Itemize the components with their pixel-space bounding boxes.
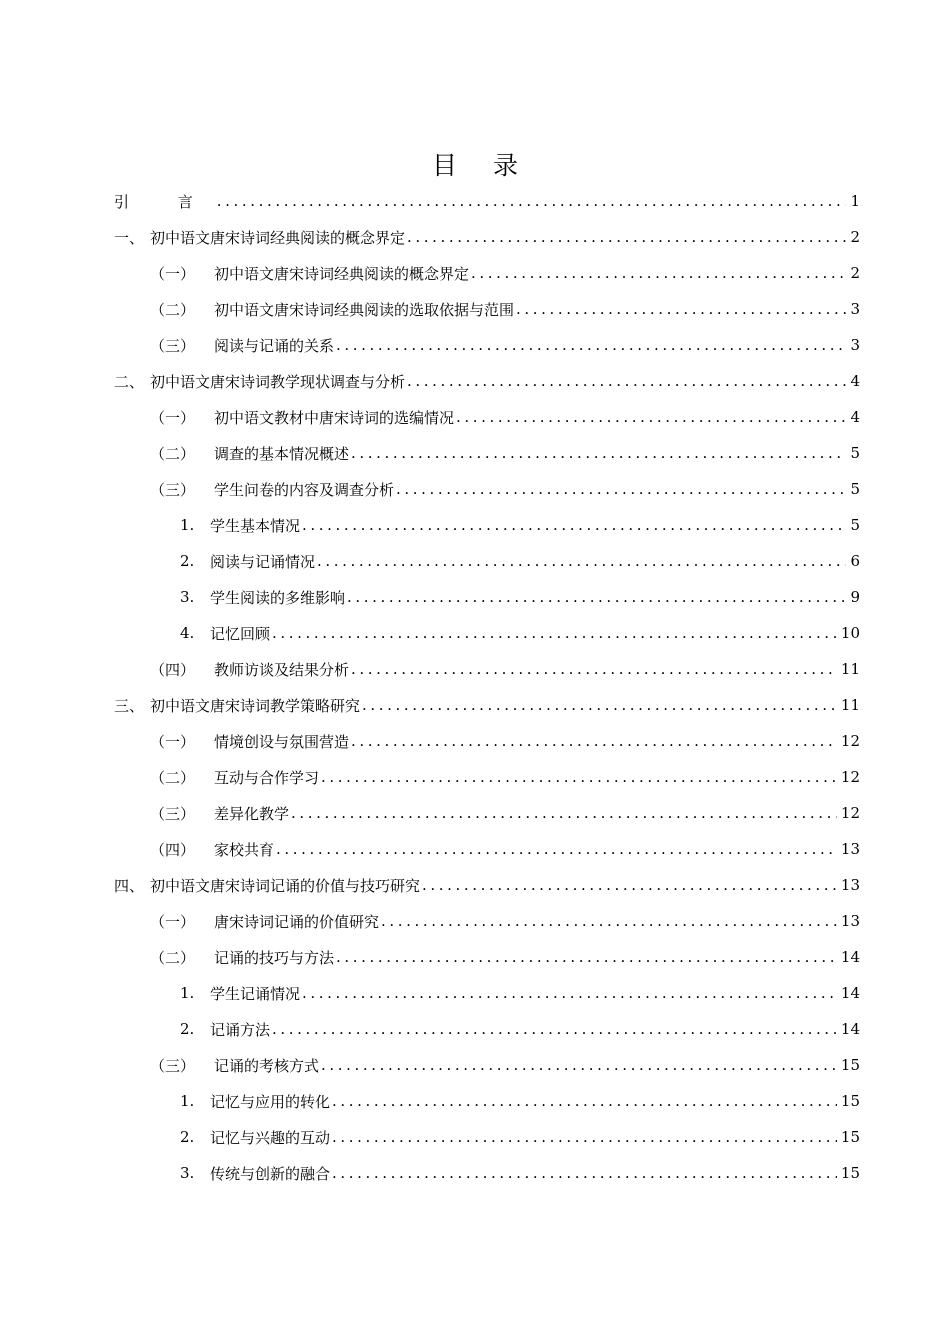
dot-leader — [336, 336, 846, 354]
toc-entry-number: （二） — [150, 444, 196, 463]
dot-leader — [317, 552, 846, 570]
toc-entry-page-number: 14 — [840, 984, 860, 1002]
toc-entry-page-number: 6 — [850, 552, 860, 570]
dot-leader — [347, 588, 846, 606]
dot-leader — [321, 1056, 837, 1074]
toc-entry[interactable] — [114, 939, 860, 975]
toc-entry[interactable] — [114, 255, 860, 291]
toc-entry-page-number: 2 — [850, 264, 860, 282]
toc-entry[interactable] — [114, 507, 860, 543]
dot-leader — [332, 1092, 837, 1110]
toc-entry-number: （四） — [150, 840, 196, 859]
dot-leader — [407, 372, 846, 390]
toc-entry-page-number: 15 — [840, 1056, 860, 1074]
toc-entry-page-number: 12 — [840, 732, 860, 750]
toc-entry-title: 初中语文唐宋诗词教学策略研究 — [150, 696, 361, 715]
toc-entry-title: 传统与创新的融合 — [210, 1164, 331, 1183]
toc-entry-page-number: 11 — [840, 696, 860, 714]
toc-entry-number: （二） — [150, 948, 196, 967]
toc-entry-page-number: 13 — [840, 912, 860, 930]
table-of-contents — [114, 183, 860, 1191]
dot-leader — [351, 444, 846, 462]
dot-leader — [321, 768, 837, 786]
toc-entry-title: 学生问卷的内容及调查分析 — [214, 480, 395, 499]
toc-entry-number: 二、 — [114, 372, 145, 391]
toc-entry-page-number: 14 — [840, 948, 860, 966]
toc-entry[interactable] — [114, 1155, 860, 1191]
dot-leader — [276, 840, 837, 858]
toc-entry[interactable] — [114, 687, 860, 723]
toc-entry[interactable] — [114, 1011, 860, 1047]
toc-entry-number: 四、 — [114, 876, 145, 895]
dot-leader — [291, 804, 837, 822]
dot-leader — [272, 1020, 837, 1038]
toc-entry[interactable] — [114, 903, 860, 939]
toc-entry[interactable] — [114, 651, 860, 687]
toc-entry-title: 阅读与记诵情况 — [210, 552, 316, 571]
toc-entry[interactable] — [114, 831, 860, 867]
toc-entry-title: 初中语文唐宋诗词经典阅读的概念界定 — [214, 264, 470, 283]
toc-entry-number: （二） — [150, 300, 196, 319]
toc-entry-number: 三、 — [114, 696, 145, 715]
toc-entry-number: （四） — [150, 660, 196, 679]
toc-entry-title: 教师访谈及结果分析 — [214, 660, 350, 679]
dot-leader — [362, 696, 837, 714]
toc-entry-title: 记忆与兴趣的互动 — [210, 1128, 331, 1147]
toc-entry-title: 初中语文唐宋诗词教学现状调查与分析 — [150, 372, 406, 391]
toc-entry-page-number: 3 — [850, 300, 860, 318]
toc-entry[interactable] — [114, 327, 860, 363]
toc-entry-page-number: 15 — [840, 1092, 860, 1110]
toc-entry-page-number: 10 — [840, 624, 860, 642]
toc-entry-number: （一） — [150, 264, 196, 283]
toc-entry-title: 互动与合作学习 — [214, 768, 320, 787]
toc-entry-number: （一） — [150, 912, 196, 931]
toc-entry-title: 记忆回顾 — [210, 624, 271, 643]
toc-entry[interactable] — [114, 291, 860, 327]
dot-leader — [471, 264, 846, 282]
toc-entry-page-number: 12 — [840, 804, 860, 822]
toc-entry-page-number: 13 — [840, 876, 860, 894]
toc-entry-number: （三） — [150, 1056, 196, 1075]
toc-entry-title: 记诵方法 — [210, 1020, 271, 1039]
toc-entry-page-number: 2 — [850, 228, 860, 246]
toc-entry-title: 引 言 — [114, 192, 215, 211]
toc-entry-number: （三） — [150, 804, 196, 823]
toc-entry[interactable] — [114, 1047, 860, 1083]
toc-entry-number: 1. — [180, 1092, 195, 1110]
toc-entry-number: 2. — [180, 552, 195, 570]
toc-entry[interactable] — [114, 183, 860, 219]
toc-entry-title: 阅读与记诵的关系 — [214, 336, 335, 355]
toc-entry-title: 记忆与应用的转化 — [210, 1092, 331, 1111]
toc-entry-number: 4. — [180, 624, 195, 642]
toc-entry-number: 3. — [180, 588, 195, 606]
toc-entry-page-number: 14 — [840, 1020, 860, 1038]
toc-entry-title: 初中语文唐宋诗词经典阅读的概念界定 — [150, 228, 406, 247]
toc-entry-number: 2. — [180, 1020, 195, 1038]
dot-leader — [407, 228, 846, 246]
toc-entry[interactable] — [114, 363, 860, 399]
toc-entry[interactable] — [114, 1083, 860, 1119]
toc-entry-title: 唐宋诗词记诵的价值研究 — [214, 912, 380, 931]
toc-entry-number: （一） — [150, 732, 196, 751]
toc-entry-title: 学生基本情况 — [210, 516, 301, 535]
toc-entry-number: （一） — [150, 408, 196, 427]
toc-entry-page-number: 13 — [840, 840, 860, 858]
toc-entry-title: 情境创设与氛围营造 — [214, 732, 350, 751]
toc-entry-title: 记诵的技巧与方法 — [214, 948, 335, 967]
toc-entry-page-number: 11 — [840, 660, 860, 678]
dot-leader — [302, 516, 846, 534]
toc-entry[interactable] — [114, 723, 860, 759]
toc-entry-number: 一、 — [114, 228, 145, 247]
toc-entry-title: 初中语文唐宋诗词经典阅读的选取依据与范围 — [214, 300, 515, 319]
toc-entry-number: 1. — [180, 984, 195, 1002]
toc-entry-page-number: 1 — [850, 192, 860, 210]
toc-entry-page-number: 5 — [850, 444, 860, 462]
dot-leader — [351, 732, 837, 750]
toc-entry-title: 记诵的考核方式 — [214, 1056, 320, 1075]
toc-entry-number: （三） — [150, 480, 196, 499]
dot-leader — [336, 948, 837, 966]
toc-entry-number: （二） — [150, 768, 196, 787]
toc-entry-title: 学生记诵情况 — [210, 984, 301, 1003]
toc-entry[interactable] — [114, 219, 860, 255]
toc-entry[interactable] — [114, 543, 860, 579]
toc-entry-page-number: 4 — [850, 408, 860, 426]
toc-entry[interactable] — [114, 867, 860, 903]
toc-entry-title: 初中语文唐宋诗词记诵的价值与技巧研究 — [150, 876, 421, 895]
dot-leader — [516, 300, 846, 318]
toc-entry-page-number: 15 — [840, 1164, 860, 1182]
dot-leader — [396, 480, 846, 498]
toc-entry[interactable] — [114, 579, 860, 615]
toc-entry-page-number: 15 — [840, 1128, 860, 1146]
toc-entry[interactable] — [114, 399, 860, 435]
toc-entry-title: 初中语文教材中唐宋诗词的选编情况 — [214, 408, 455, 427]
toc-entry-title: 家校共育 — [214, 840, 275, 859]
toc-entry[interactable] — [114, 615, 860, 651]
toc-entry-title: 调查的基本情况概述 — [214, 444, 350, 463]
toc-title: 目 录 — [432, 151, 532, 180]
toc-entry-page-number: 5 — [850, 516, 860, 534]
dot-leader — [351, 660, 837, 678]
toc-entry-page-number: 12 — [840, 768, 860, 786]
toc-entry-page-number: 3 — [850, 336, 860, 354]
toc-entry[interactable] — [114, 1119, 860, 1155]
dot-leader — [272, 624, 837, 642]
toc-entry-page-number: 9 — [850, 588, 860, 606]
toc-entry-number: 3. — [180, 1164, 195, 1182]
toc-entry[interactable] — [114, 975, 860, 1011]
toc-entry-title: 差异化教学 — [214, 804, 290, 823]
toc-entry-page-number: 5 — [850, 480, 860, 498]
toc-entry-page-number: 4 — [850, 372, 860, 390]
toc-entry[interactable] — [114, 435, 860, 471]
toc-entry-number: 1. — [180, 516, 195, 534]
toc-entry[interactable] — [114, 471, 860, 507]
dot-leader — [381, 912, 837, 930]
dot-leader — [302, 984, 837, 1002]
dot-leader — [332, 1164, 837, 1182]
toc-entry-number: （三） — [150, 336, 196, 355]
toc-entry-title: 学生阅读的多维影响 — [210, 588, 346, 607]
toc-entry[interactable] — [114, 795, 860, 831]
dot-leader — [217, 192, 846, 210]
dot-leader — [332, 1128, 837, 1146]
dot-leader — [422, 876, 837, 894]
dot-leader — [456, 408, 846, 426]
toc-entry-number: 2. — [180, 1128, 195, 1146]
toc-entry[interactable] — [114, 759, 860, 795]
